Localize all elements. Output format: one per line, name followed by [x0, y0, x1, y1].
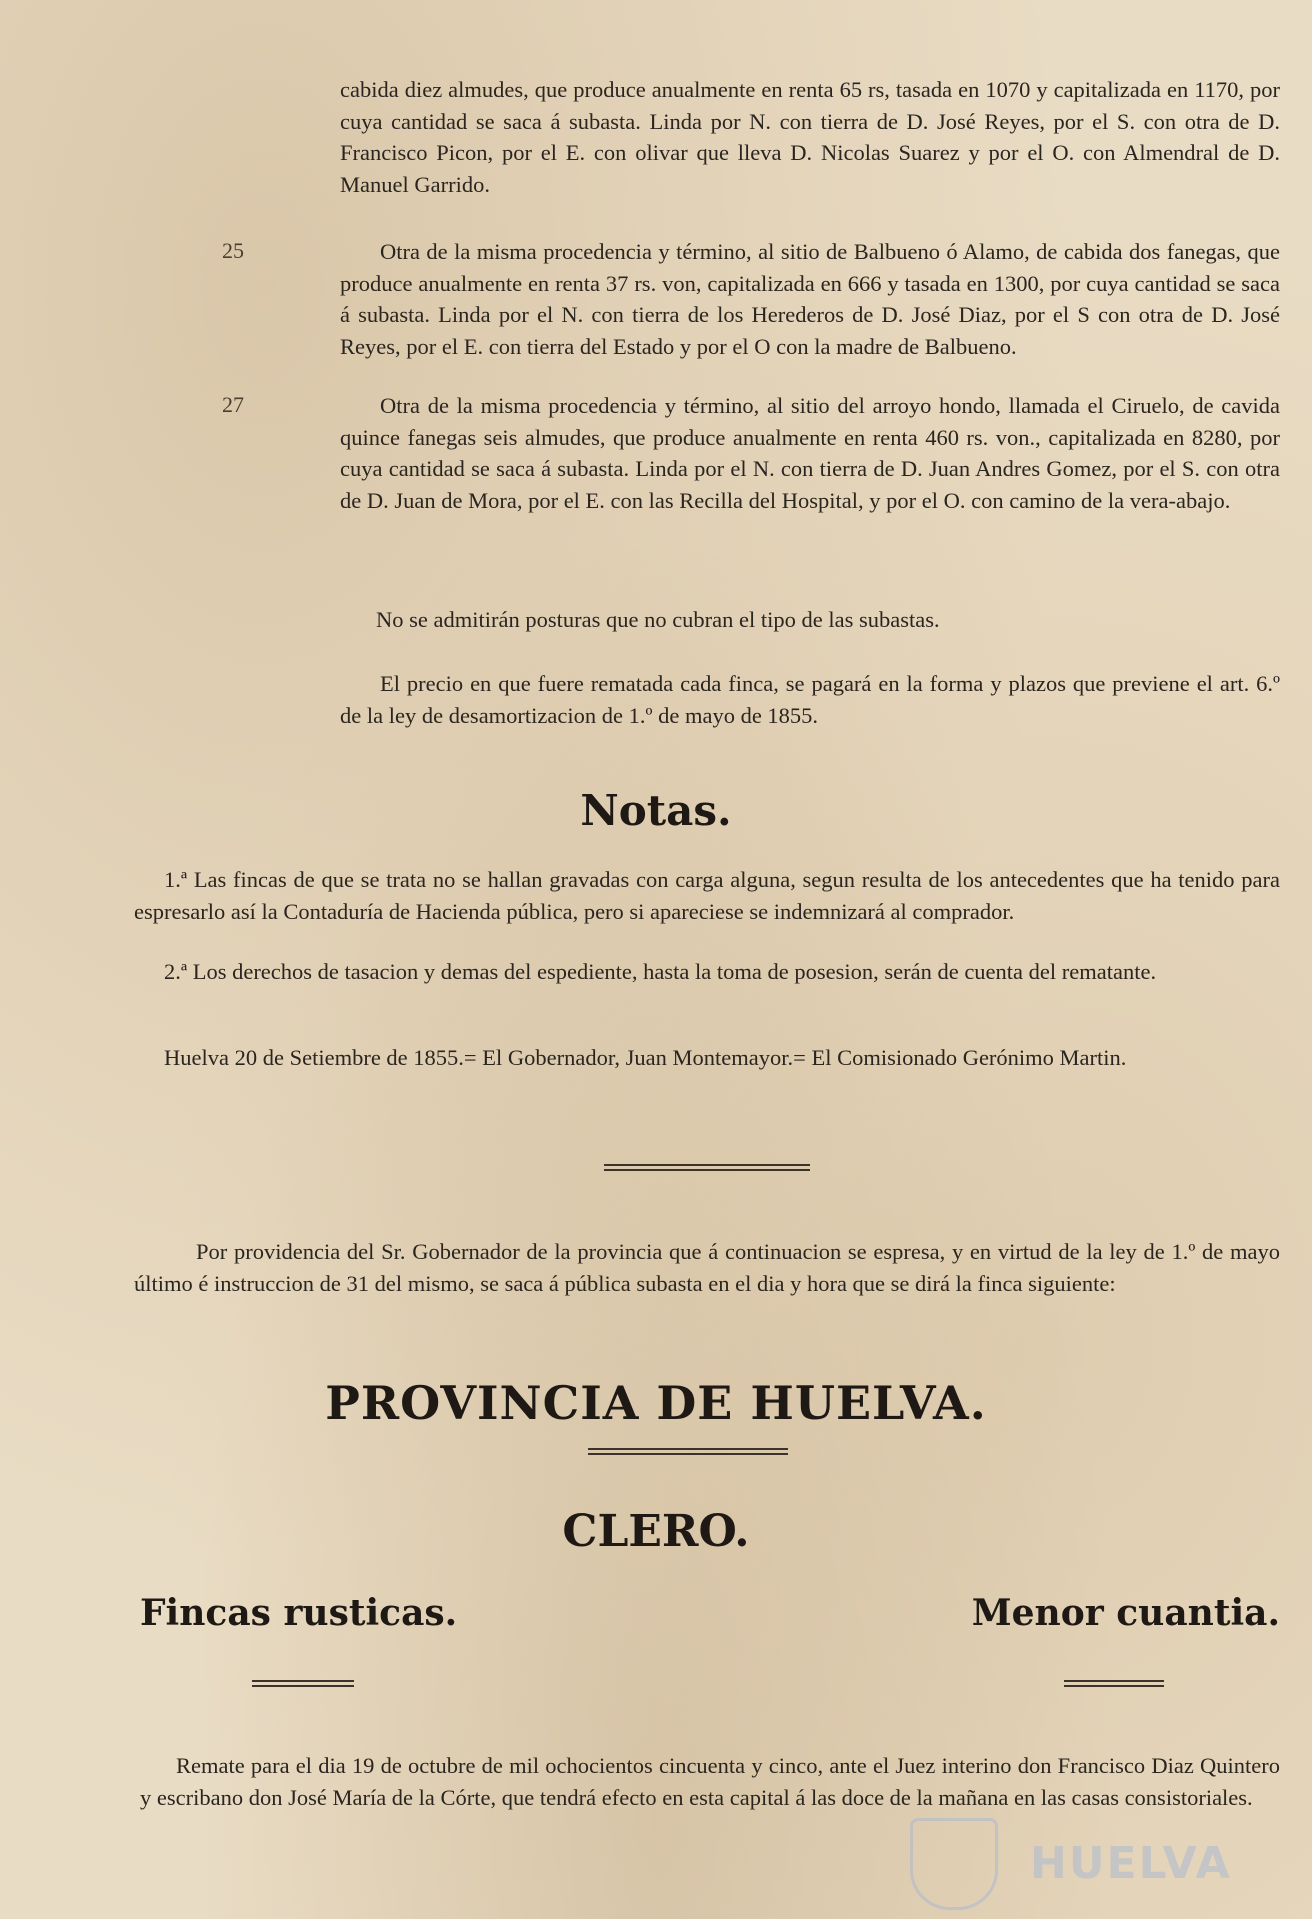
fincas-divider	[252, 1680, 354, 1687]
notas-heading: Notas.	[580, 786, 732, 835]
entry-26-text: Otra de la misma procedencia y término, al sitio de Balbueno ó Alamo, de cabida dos fanegas, que produce anualmente en renta 37 rs. von, capitalizada en 666 y tasada en 1300, por cuya cantidad se saca á subasta. Linda por el N. con tierra de los Herederos de D. José Diaz, por el S con otra de D. José Reyes, por el E. con tierra del Estado y por el O con la madre de Balbueno.	[340, 239, 1280, 359]
signature-line: Huelva 20 de Setiembre de 1855.= El Gobernador, Juan Montemayor.= El Comisionado Gerónimo Martin.	[164, 1045, 1127, 1070]
menor-cuantia-heading: Menor cuantia.	[971, 1592, 1280, 1634]
entry-27-text: Otra de la misma procedencia y término, al sitio del arroyo hondo, llamada el Ciruelo, de cavida quince fanegas seis almudes, que produce anualmente en renta 460 rs. von., capitalizada en 8280, por cuya cantidad se saca á subasta. Linda por el N. con tierra de D. Juan Andres Gomez, por el S. con otra de D. Juan de Mora, por el E. con las Recilla del Hospital, y por el O. con camino de la vera-abajo.	[340, 393, 1280, 513]
remate-paragraph: Remate para el dia 19 de octubre de mil ochocientos cincuenta y cinco, ante el Juez interino don Francisco Diaz Quintero y escribano don José María de la Córte, que tendrá efecto en esta capital á las doce de la mañana en las casas consistoriales.	[140, 1753, 1280, 1810]
archive-watermark: HUELVA	[1030, 1838, 1232, 1889]
precio-notice: El precio en que fuere rematada cada finca, se pagará en la forma y plazos que previene el art. 6.º de la ley de desamortizacion de 1.º de mayo de 1855.	[340, 671, 1280, 728]
fincas-rusticas-heading: Fincas rusticas.	[140, 1592, 458, 1634]
posturas-notice: No se admitirán posturas que no cubran el tipo de las subastas.	[376, 607, 940, 632]
provincia-heading: PROVINCIA DE HUELVA.	[325, 1376, 987, 1430]
lot-number-27: 27	[222, 392, 244, 417]
shield-icon	[910, 1818, 998, 1910]
provincia-divider	[588, 1448, 788, 1455]
clero-heading: CLERO.	[562, 1506, 750, 1557]
lot-number-26: 25	[222, 238, 244, 263]
providencia-paragraph: Por providencia del Sr. Gobernador de la provincia que á continuacion se espresa, y en virtud de la ley de 1.º de mayo último é instruccion de 31 del mismo, se saca á pública subasta en el dia y hora que se dirá la finca siguiente:	[134, 1239, 1280, 1296]
note-1: 1.ª Las fincas de que se trata no se hallan gravadas con carga alguna, segun resulta de los antecedentes que ha tenido para espresarlo así la Contaduría de Hacienda pública, pero si apareciese se indemnizará al comprador.	[134, 867, 1280, 924]
entry-previous-text: cabida diez almudes, que produce anualmente en renta 65 rs, tasada en 1070 y capitalizada en 1170, por cuya cantidad se saca á subasta. Linda por N. con tierra de D. José Reyes, por el S. con otra de D. Francisco Picon, por el E. con olivar que lleva D. Nicolas Suarez y por el O. con Almendral de D. Manuel Garrido.	[340, 77, 1280, 197]
section-divider	[604, 1164, 810, 1171]
note-2: 2.ª Los derechos de tasacion y demas del espediente, hasta la toma de posesion, serán de cuenta del rematante.	[164, 959, 1157, 984]
menor-divider	[1064, 1680, 1164, 1687]
